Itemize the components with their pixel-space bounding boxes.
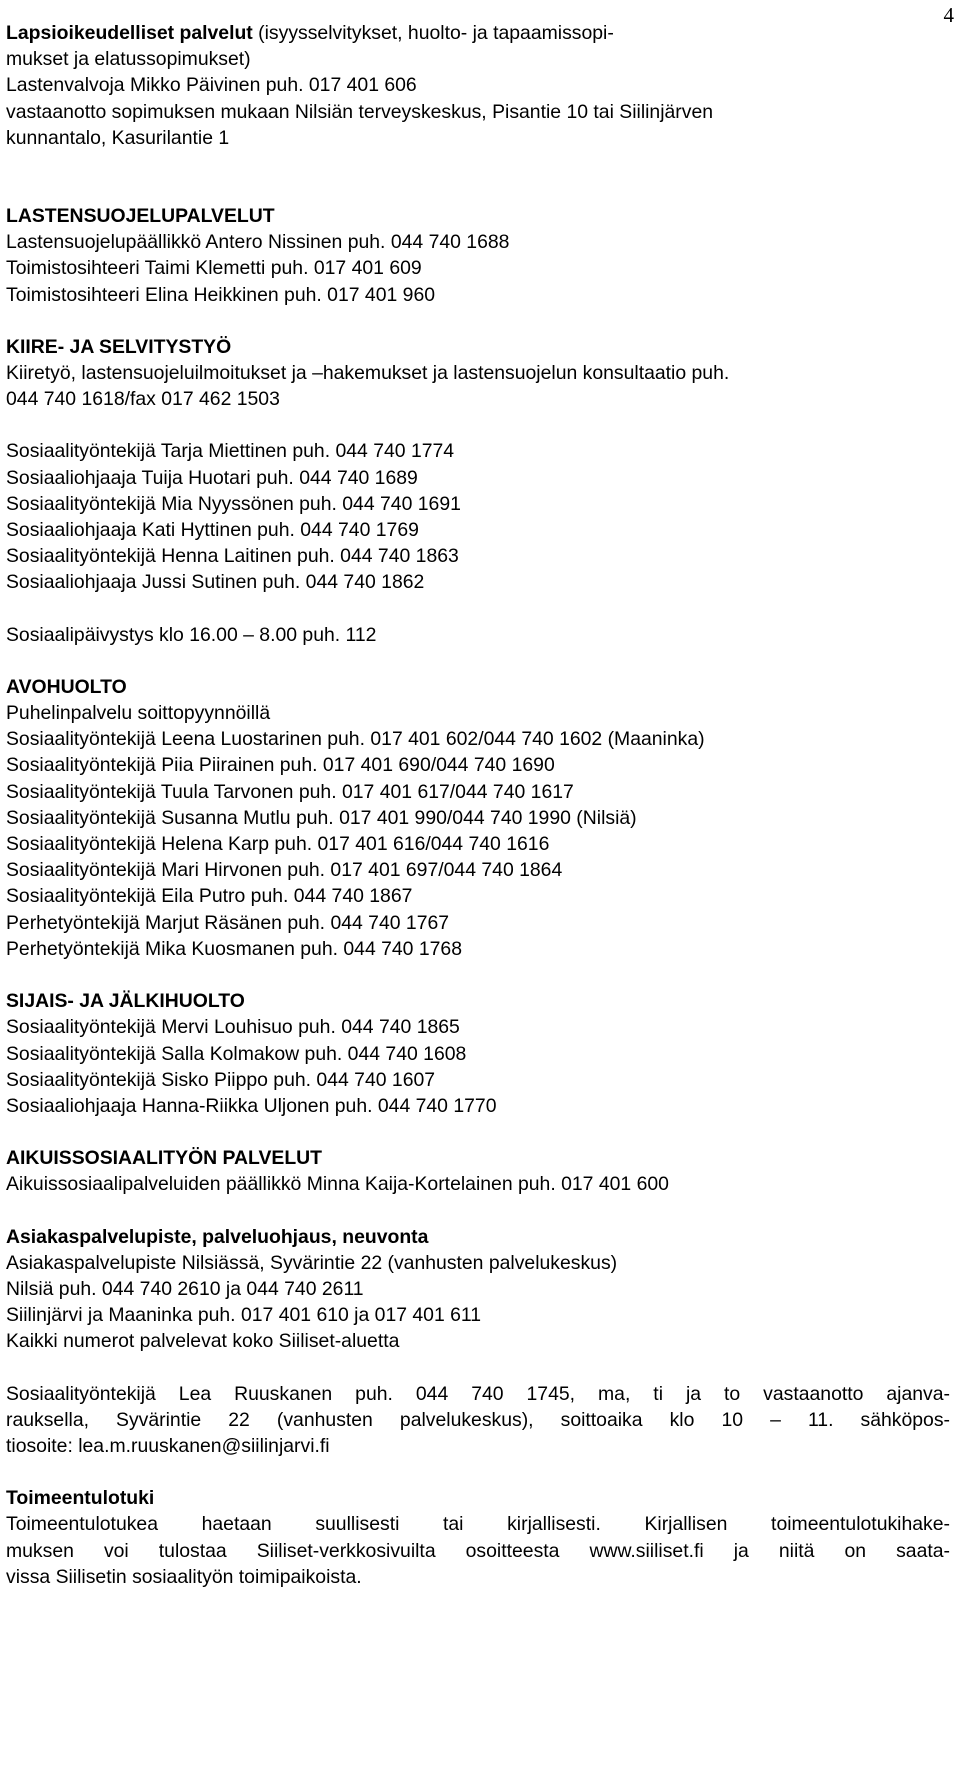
text-line: Kiiretyö, lastensuojeluilmoitukset ja –hakemukset ja lastensuojelun konsultaatio puh.: [6, 362, 730, 385]
text-line: Lastenvalvoja Mikko Päivinen puh. 017 401 606: [6, 74, 417, 97]
contact-line: Sosiaalityöntekijä Mari Hirvonen puh. 017 401 697/044 740 1864: [6, 859, 563, 882]
contact-line: Sosiaalityöntekijä Mervi Louhisuo puh. 044 740 1865: [6, 1016, 460, 1039]
contact-line: Sosiaalityöntekijä Leena Luostarinen puh. 017 401 602/044 740 1602 (Maaninka): [6, 728, 705, 751]
section-outpatient-care: [6, 674, 960, 962]
paragraph: [6, 1511, 950, 1590]
contact-line: Sosiaalityöntekijä Susanna Mutlu puh. 017 401 990/044 740 1990 (Nilsiä): [6, 806, 637, 829]
contact-line: Aikuissosiaalipalveluiden päällikkö Minna Kaija-Kortelainen puh. 017 401 600: [6, 1173, 669, 1196]
contact-line: Sosiaaliohjaaja Hanna-Riikka Uljonen puh. 044 740 1770: [6, 1094, 497, 1117]
text-line: Kaikki numerot palvelevat koko Siiliset-aluetta: [6, 1330, 400, 1353]
section-heading: AVOHUOLTO: [6, 675, 127, 698]
contact-line: Sosiaaliohjaaja Jussi Sutinen puh. 044 740 1862: [6, 571, 425, 594]
contact-line: Sosiaalityöntekijä Salla Kolmakow puh. 044 740 1608: [6, 1042, 467, 1065]
paragraph-line: vissa Siilisetin sosiaalityön toimipaikoista.: [6, 1565, 362, 1588]
on-call-line: Sosiaalipäivystys klo 16.00 – 8.00 puh. 112: [6, 623, 377, 646]
section-customer-service: [6, 1224, 960, 1460]
section-income-support: [6, 1485, 960, 1590]
contact-line: Puhelinpalvelu soittopyynnöillä: [6, 702, 271, 725]
section-heading: LASTENSUOJELUPALVELUT: [6, 205, 275, 228]
text-line: Asiakaspalvelupiste Nilsiässä, Syvärintie 22 (vanhusten palvelukeskus): [6, 1251, 618, 1274]
text-line: 044 740 1618/fax 017 462 1503: [6, 388, 280, 411]
contact-line: Sosiaaliohjaaja Kati Hyttinen puh. 044 740 1769: [6, 519, 419, 542]
contact-line: Sosiaalityöntekijä Helena Karp puh. 017 401 616/044 740 1616: [6, 833, 550, 856]
contact-line: Sosiaalityöntekijä Sisko Piippo puh. 044 740 1607: [6, 1068, 436, 1091]
contact-line: Sosiaalityöntekijä Piia Piirainen puh. 017 401 690/044 740 1690: [6, 754, 555, 777]
contact-line: Perhetyöntekijä Mika Kuosmanen puh. 044 740 1768: [6, 937, 462, 960]
section-heading: Lapsioikeudelliset palvelut: [6, 22, 253, 44]
section-child-custody: [6, 20, 960, 151]
contact-line: Sosiaalityöntekijä Mia Nyyssönen puh. 044 740 1691: [6, 492, 461, 515]
section-heading-line: [6, 20, 960, 46]
contact-line: Toimistosihteeri Elina Heikkinen puh. 017 401 960: [6, 283, 436, 306]
contact-line: Lastensuojelupäällikkö Antero Nissinen puh. 044 740 1688: [6, 231, 510, 254]
contact-line: Sosiaalityöntekijä Tarja Miettinen puh. 044 740 1774: [6, 440, 455, 463]
paragraph-line: muksen voi tulostaa Siiliset-verkkosivuilta osoitteesta www.siiliset.fi ja niitä on saata-: [6, 1539, 950, 1562]
section-child-protection: [6, 203, 960, 308]
text-line: Siilinjärvi ja Maaninka puh. 017 401 610 ja 017 401 611: [6, 1304, 482, 1327]
section-adult-social-work: [6, 1145, 960, 1197]
heading-rest: (isyysselvitykset, huolto- ja tapaamissopi-: [252, 22, 614, 44]
paragraph-line: rauksella, Syvärintie 22 (vanhusten palvelukeskus), soittoaika klo 10 – 11. sähköpos-: [6, 1408, 950, 1431]
contact-line: Sosiaaliohjaaja Tuija Huotari puh. 044 740 1689: [6, 466, 418, 489]
paragraph-line: tiosoite: lea.m.ruuskanen@siilinjarvi.fi: [6, 1434, 330, 1457]
text-line: mukset ja elatussopimukset): [6, 48, 251, 71]
contact-line: Sosiaalityöntekijä Henna Laitinen puh. 044 740 1863: [6, 545, 459, 568]
section-heading: KIIRE- JA SELVITYSTYÖ: [6, 335, 232, 358]
contact-line: Sosiaalityöntekijä Tuula Tarvonen puh. 017 401 617/044 740 1617: [6, 780, 574, 803]
contact-line: Sosiaalityöntekijä Eila Putro puh. 044 740 1867: [6, 885, 413, 908]
text-line: kunnantalo, Kasurilantie 1: [6, 126, 230, 149]
paragraph: [6, 1381, 950, 1460]
text-line: vastaanotto sopimuksen mukaan Nilsiän terveyskeskus, Pisantie 10 tai Siilinjärven: [6, 100, 714, 123]
contact-line: Toimistosihteeri Taimi Klemetti puh. 017 401 609: [6, 257, 422, 280]
section-heading: SIJAIS- JA JÄLKIHUOLTO: [6, 990, 245, 1013]
page-number: 4: [943, 3, 954, 27]
paragraph-line: Toimeentulotukea haetaan suullisesti tai kirjallisesti. Kirjallisen toimeentulotukihake-: [6, 1513, 950, 1536]
section-urgent-work: [6, 334, 960, 648]
section-heading: Asiakaspalvelupiste, palveluohjaus, neuvonta: [6, 1225, 429, 1248]
section-heading: Toimeentulotuki: [6, 1487, 155, 1510]
section-heading: AIKUISSOSIAALITYÖN PALVELUT: [6, 1147, 323, 1170]
paragraph-line: Sosiaalityöntekijä Lea Ruuskanen puh. 044 740 1745, ma, ti ja to vastaanotto ajanva-: [6, 1382, 950, 1405]
contact-line: Perhetyöntekijä Marjut Räsänen puh. 044 740 1767: [6, 911, 450, 934]
section-foster-aftercare: [6, 988, 960, 1119]
text-line: Nilsiä puh. 044 740 2610 ja 044 740 2611: [6, 1277, 364, 1300]
